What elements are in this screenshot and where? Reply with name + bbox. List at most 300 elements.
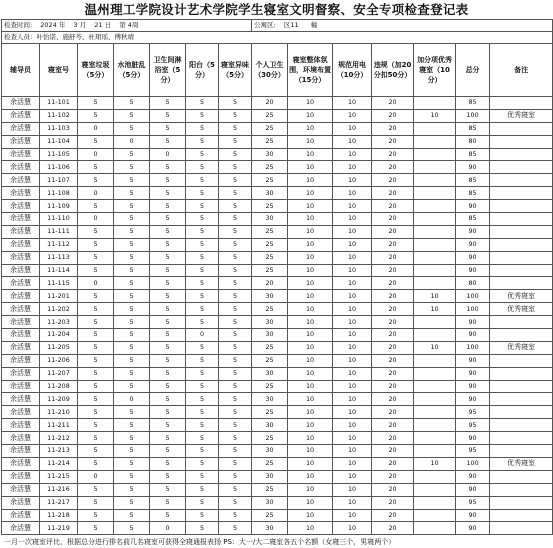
table-row (2, 225, 553, 238)
cell-balcony: 5 (186, 161, 219, 174)
cell-balcony: 5 (186, 187, 219, 200)
cell-personal-hygiene: 25 (252, 303, 288, 316)
cell-atmosphere: 10 (288, 135, 333, 148)
cell-atmosphere: 10 (288, 470, 333, 483)
cell-electricity: 10 (333, 419, 372, 432)
cell-bathroom: 5 (150, 445, 186, 458)
cell-balcony: 5 (186, 470, 219, 483)
cell-room-number: 11-212 (40, 432, 78, 445)
cell-bonus (414, 393, 456, 406)
cell-electricity: 10 (333, 187, 372, 200)
cell-personal-hygiene: 25 (252, 161, 288, 174)
cell-trash: 0 (78, 213, 114, 226)
cell-trash: 0 (78, 122, 114, 135)
cell-total: 85 (456, 122, 490, 135)
cell-remark (490, 419, 553, 432)
cell-sink: 5 (114, 316, 150, 329)
cell-sink: 5 (114, 522, 150, 535)
cell-bathroom: 5 (150, 393, 186, 406)
cell-personal-hygiene: 30 (252, 393, 288, 406)
column-header-label: 备注 (514, 66, 529, 74)
cell-violation: 20 (372, 277, 414, 290)
cell-electricity: 10 (333, 135, 372, 148)
cell-sink: 5 (114, 109, 150, 122)
cell-bathroom: 5 (150, 238, 186, 251)
cell-electricity: 10 (333, 380, 372, 393)
cell-balcony: 5 (186, 148, 219, 161)
cell-odor: 5 (219, 277, 252, 290)
cell-violation: 20 (372, 316, 414, 329)
cell-bathroom: 5 (150, 457, 186, 470)
cell-atmosphere: 10 (288, 122, 333, 135)
cell-remark (490, 174, 553, 187)
cell-total: 85 (456, 97, 490, 110)
cell-odor: 5 (219, 200, 252, 213)
cell-electricity: 10 (333, 251, 372, 264)
cell-odor: 5 (219, 213, 252, 226)
cell-balcony: 5 (186, 509, 219, 522)
building-unit: 幢 (310, 21, 318, 29)
cell-electricity: 10 (333, 213, 372, 226)
cell-total: 90 (456, 161, 490, 174)
table-row (2, 187, 553, 200)
cell-counselor: 余活慧 (2, 238, 40, 251)
cell-atmosphere: 10 (288, 238, 333, 251)
cell-counselor: 余活慧 (2, 161, 40, 174)
cell-electricity: 10 (333, 470, 372, 483)
cell-trash: 5 (78, 341, 114, 354)
cell-personal-hygiene: 30 (252, 148, 288, 161)
cell-electricity: 10 (333, 109, 372, 122)
table-row (2, 277, 553, 290)
cell-bonus (414, 277, 456, 290)
cell-bathroom: 5 (150, 135, 186, 148)
cell-bathroom: 0 (150, 148, 186, 161)
cell-remark: 优秀寝室 (490, 457, 553, 470)
cell-odor: 5 (219, 264, 252, 277)
table-row (2, 200, 553, 213)
cell-total: 95 (456, 419, 490, 432)
table-row (2, 161, 553, 174)
cell-bonus (414, 97, 456, 110)
cell-personal-hygiene: 25 (252, 432, 288, 445)
cell-room-number: 11-102 (40, 109, 78, 122)
table-row (2, 509, 553, 522)
cell-trash: 5 (78, 251, 114, 264)
cell-odor: 5 (219, 419, 252, 432)
cell-bonus (414, 522, 456, 535)
cell-balcony: 5 (186, 264, 219, 277)
cell-balcony: 5 (186, 406, 219, 419)
column-header-personal-hygiene (252, 44, 288, 97)
cell-personal-hygiene: 30 (252, 367, 288, 380)
cell-balcony: 5 (186, 174, 219, 187)
cell-personal-hygiene: 25 (252, 109, 288, 122)
cell-sink: 5 (114, 277, 150, 290)
cell-total: 85 (456, 148, 490, 161)
cell-personal-hygiene: 30 (252, 187, 288, 200)
cell-personal-hygiene: 30 (252, 445, 288, 458)
cell-sink: 5 (114, 406, 150, 419)
cell-electricity: 10 (333, 290, 372, 303)
column-header-label: 违规（加20分扣50分） (373, 61, 412, 79)
cell-bathroom: 5 (150, 432, 186, 445)
cell-bonus (414, 354, 456, 367)
cell-balcony: 5 (186, 483, 219, 496)
cell-room-number: 11-110 (40, 213, 78, 226)
table-row (2, 135, 553, 148)
day-value: 21 (94, 21, 103, 29)
column-header-balcony (186, 44, 219, 97)
cell-odor: 5 (219, 97, 252, 110)
cell-bonus: 10 (414, 303, 456, 316)
cell-remark (490, 445, 553, 458)
cell-room-number: 11-213 (40, 445, 78, 458)
cell-violation: 20 (372, 174, 414, 187)
cell-personal-hygiene: 25 (252, 483, 288, 496)
cell-odor: 5 (219, 509, 252, 522)
cell-bathroom: 5 (150, 200, 186, 213)
cell-total: 90 (456, 509, 490, 522)
week-value: 4周 (127, 21, 139, 29)
cell-sink: 5 (114, 238, 150, 251)
cell-trash: 5 (78, 135, 114, 148)
cell-bonus (414, 225, 456, 238)
cell-total: 90 (456, 225, 490, 238)
cell-sink: 0 (114, 135, 150, 148)
month-unit: 月 (79, 21, 87, 29)
cell-violation: 20 (372, 148, 414, 161)
cell-sink: 5 (114, 174, 150, 187)
column-header-label: 加分项优秀寝室（10分） (417, 56, 453, 84)
cell-electricity: 10 (333, 522, 372, 535)
cell-bonus (414, 316, 456, 329)
cell-violation: 20 (372, 122, 414, 135)
cell-trash: 5 (78, 432, 114, 445)
cell-total: 100 (456, 290, 490, 303)
cell-counselor: 余活慧 (2, 251, 40, 264)
cell-counselor: 余活慧 (2, 264, 40, 277)
cell-bonus (414, 419, 456, 432)
cell-violation: 20 (372, 238, 414, 251)
cell-total: 90 (456, 470, 490, 483)
cell-odor: 5 (219, 354, 252, 367)
cell-balcony: 5 (186, 225, 219, 238)
cell-trash: 5 (78, 316, 114, 329)
cell-remark (490, 264, 553, 277)
cell-balcony: 5 (186, 200, 219, 213)
cell-sink: 5 (114, 483, 150, 496)
cell-remark: 优秀寝室 (490, 303, 553, 316)
cell-odor: 5 (219, 109, 252, 122)
cell-bonus: 10 (414, 109, 456, 122)
cell-bonus: 10 (414, 341, 456, 354)
cell-counselor: 余活慧 (2, 470, 40, 483)
cell-bathroom: 5 (150, 329, 186, 342)
cell-remark (490, 380, 553, 393)
cell-personal-hygiene: 30 (252, 522, 288, 535)
cell-remark (490, 97, 553, 110)
column-header-sink (114, 44, 150, 97)
cell-remark (490, 161, 553, 174)
table-row (2, 97, 553, 110)
cell-trash: 5 (78, 174, 114, 187)
cell-bonus (414, 470, 456, 483)
cell-bonus (414, 496, 456, 509)
cell-room-number: 11-107 (40, 174, 78, 187)
cell-room-number: 11-106 (40, 161, 78, 174)
cell-violation: 20 (372, 354, 414, 367)
cell-violation: 20 (372, 367, 414, 380)
apartment-area-cell (252, 20, 553, 32)
cell-sink: 5 (114, 148, 150, 161)
cell-bathroom: 5 (150, 367, 186, 380)
column-header-atmosphere (288, 44, 333, 97)
cell-personal-hygiene: 25 (252, 225, 288, 238)
cell-odor: 5 (219, 303, 252, 316)
cell-balcony: 5 (186, 380, 219, 393)
cell-room-number: 11-103 (40, 122, 78, 135)
cell-balcony: 5 (186, 341, 219, 354)
table-row (2, 122, 553, 135)
week-label: 第 (119, 21, 126, 29)
cell-remark (490, 470, 553, 483)
cell-odor: 5 (219, 148, 252, 161)
column-header-total (456, 44, 490, 97)
cell-electricity: 10 (333, 122, 372, 135)
column-header-label: 辅导员 (10, 66, 31, 74)
cell-personal-hygiene: 25 (252, 238, 288, 251)
cell-personal-hygiene: 30 (252, 329, 288, 342)
cell-bonus (414, 380, 456, 393)
cell-bonus (414, 161, 456, 174)
cell-personal-hygiene: 30 (252, 470, 288, 483)
cell-sink: 5 (114, 161, 150, 174)
cell-remark (490, 225, 553, 238)
cell-bathroom: 5 (150, 341, 186, 354)
cell-atmosphere: 10 (288, 148, 333, 161)
cell-sink: 5 (114, 354, 150, 367)
cell-sink: 5 (114, 122, 150, 135)
cell-sink: 5 (114, 225, 150, 238)
column-header-label: 寝室号 (48, 66, 69, 74)
cell-sink: 5 (114, 432, 150, 445)
cell-bonus (414, 445, 456, 458)
cell-sink: 5 (114, 341, 150, 354)
cell-counselor: 余活慧 (2, 329, 40, 342)
cell-sink: 5 (114, 290, 150, 303)
cell-counselor: 余活慧 (2, 148, 40, 161)
table-row (2, 419, 553, 432)
cell-trash: 5 (78, 367, 114, 380)
cell-bonus (414, 200, 456, 213)
cell-trash: 5 (78, 522, 114, 535)
cell-atmosphere: 10 (288, 509, 333, 522)
cell-violation: 20 (372, 419, 414, 432)
cell-odor: 5 (219, 290, 252, 303)
cell-remark (490, 213, 553, 226)
cell-bathroom: 5 (150, 122, 186, 135)
cell-sink: 5 (114, 457, 150, 470)
cell-sink: 5 (114, 445, 150, 458)
column-header-trash (78, 44, 114, 97)
cell-total: 90 (456, 354, 490, 367)
cell-counselor: 余活慧 (2, 109, 40, 122)
cell-violation: 20 (372, 509, 414, 522)
cell-bonus (414, 238, 456, 251)
cell-counselor: 余活慧 (2, 483, 40, 496)
table-row (2, 432, 553, 445)
cell-sink: 5 (114, 470, 150, 483)
cell-room-number: 11-219 (40, 522, 78, 535)
cell-bathroom: 5 (150, 264, 186, 277)
cell-odor: 5 (219, 457, 252, 470)
cell-violation: 20 (372, 329, 414, 342)
cell-counselor: 余活慧 (2, 225, 40, 238)
cell-counselor: 余活慧 (2, 406, 40, 419)
cell-bathroom: 5 (150, 316, 186, 329)
cell-trash: 5 (78, 380, 114, 393)
cell-counselor: 余活慧 (2, 380, 40, 393)
cell-atmosphere: 10 (288, 316, 333, 329)
cell-violation: 20 (372, 303, 414, 316)
cell-bathroom: 5 (150, 354, 186, 367)
cell-balcony: 5 (186, 457, 219, 470)
cell-bonus (414, 432, 456, 445)
cell-total: 90 (456, 329, 490, 342)
cell-balcony: 5 (186, 97, 219, 110)
cell-trash: 5 (78, 354, 114, 367)
cell-atmosphere: 10 (288, 290, 333, 303)
column-header-label: 寝室垃圾（5分） (81, 61, 110, 79)
column-header-label: 个人卫生（30分） (254, 61, 285, 79)
table-header-row (2, 44, 553, 97)
column-header-label: 寝室异味（5分） (221, 61, 250, 79)
cell-total: 90 (456, 264, 490, 277)
table-row (2, 174, 553, 187)
cell-odor: 5 (219, 135, 252, 148)
cell-personal-hygiene: 25 (252, 380, 288, 393)
cell-bonus (414, 509, 456, 522)
cell-counselor: 余活慧 (2, 200, 40, 213)
cell-total: 80 (456, 135, 490, 148)
cell-electricity: 10 (333, 225, 372, 238)
cell-electricity: 10 (333, 367, 372, 380)
year-unit: 年 (58, 21, 66, 29)
cell-trash: 5 (78, 419, 114, 432)
cell-total: 95 (456, 445, 490, 458)
cell-counselor: 余活慧 (2, 496, 40, 509)
cell-odor: 5 (219, 367, 252, 380)
column-header-odor (219, 44, 252, 97)
cell-atmosphere: 10 (288, 380, 333, 393)
table-row (2, 264, 553, 277)
area-value: 区11 (283, 21, 299, 29)
cell-bathroom: 5 (150, 213, 186, 226)
cell-trash: 5 (78, 264, 114, 277)
cell-violation: 20 (372, 97, 414, 110)
cell-odor: 5 (219, 251, 252, 264)
cell-trash: 5 (78, 200, 114, 213)
cell-violation: 20 (372, 470, 414, 483)
cell-trash: 0 (78, 187, 114, 200)
table-row (2, 329, 553, 342)
cell-bonus: 10 (414, 457, 456, 470)
cell-remark (490, 367, 553, 380)
cell-sink: 5 (114, 303, 150, 316)
cell-counselor: 余活慧 (2, 213, 40, 226)
meta-row-time (2, 20, 553, 32)
cell-atmosphere: 10 (288, 445, 333, 458)
cell-personal-hygiene: 25 (252, 509, 288, 522)
cell-violation: 20 (372, 432, 414, 445)
cell-counselor: 余活慧 (2, 509, 40, 522)
cell-balcony: 5 (186, 419, 219, 432)
cell-total: 95 (456, 406, 490, 419)
cell-room-number: 11-101 (40, 97, 78, 110)
cell-room-number: 11-109 (40, 200, 78, 213)
cell-counselor: 余活慧 (2, 419, 40, 432)
cell-atmosphere: 10 (288, 187, 333, 200)
cell-remark (490, 496, 553, 509)
cell-personal-hygiene: 30 (252, 316, 288, 329)
cell-remark (490, 354, 553, 367)
cell-electricity: 10 (333, 200, 372, 213)
cell-atmosphere: 10 (288, 200, 333, 213)
cell-trash: 5 (78, 496, 114, 509)
cell-room-number: 11-206 (40, 354, 78, 367)
cell-room-number: 11-104 (40, 135, 78, 148)
cell-counselor: 余活慧 (2, 457, 40, 470)
column-header-bathroom (150, 44, 186, 97)
cell-remark (490, 187, 553, 200)
cell-bathroom: 5 (150, 109, 186, 122)
cell-room-number: 11-208 (40, 380, 78, 393)
cell-electricity: 10 (333, 496, 372, 509)
cell-violation: 20 (372, 161, 414, 174)
cell-total: 90 (456, 251, 490, 264)
cell-remark (490, 122, 553, 135)
cell-total: 90 (456, 316, 490, 329)
cell-electricity: 10 (333, 161, 372, 174)
cell-room-number: 11-205 (40, 341, 78, 354)
cell-trash: 5 (78, 97, 114, 110)
cell-counselor: 余活慧 (2, 174, 40, 187)
table-row (2, 238, 553, 251)
cell-atmosphere: 10 (288, 329, 333, 342)
cell-bonus (414, 148, 456, 161)
cell-atmosphere: 10 (288, 367, 333, 380)
cell-atmosphere: 10 (288, 109, 333, 122)
cell-trash: 5 (78, 445, 114, 458)
cell-bathroom: 0 (150, 522, 186, 535)
column-header-bonus (414, 44, 456, 97)
cell-remark (490, 316, 553, 329)
cell-atmosphere: 10 (288, 496, 333, 509)
cell-room-number: 11-207 (40, 367, 78, 380)
cell-sink: 5 (114, 496, 150, 509)
cell-odor: 5 (219, 238, 252, 251)
cell-remark (490, 329, 553, 342)
table-row (2, 406, 553, 419)
cell-bonus (414, 122, 456, 135)
cell-room-number: 11-214 (40, 457, 78, 470)
cell-balcony: 5 (186, 393, 219, 406)
cell-remark (490, 251, 553, 264)
cell-bathroom: 5 (150, 187, 186, 200)
cell-personal-hygiene: 25 (252, 135, 288, 148)
cell-room-number: 11-216 (40, 483, 78, 496)
